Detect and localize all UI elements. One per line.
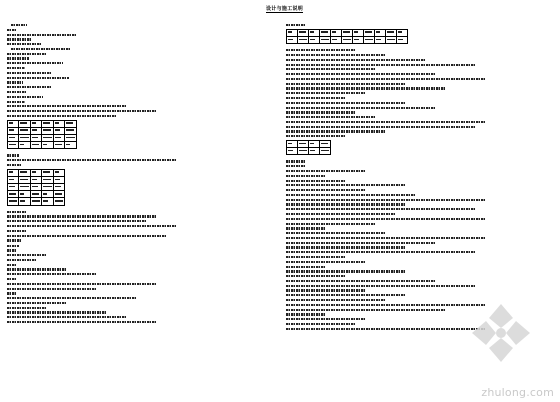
table-cell (309, 29, 320, 36)
table-cell (54, 184, 65, 191)
table-cell (31, 184, 42, 191)
note-line (286, 73, 436, 75)
note-line (7, 110, 157, 112)
note-line (286, 170, 366, 172)
note-line (7, 62, 63, 64)
spec-table (286, 140, 331, 155)
table-cell (54, 198, 65, 205)
table-cell (8, 184, 19, 191)
table-cell (19, 176, 31, 183)
note-line (286, 121, 486, 123)
table-cell (54, 176, 65, 183)
table-cell (353, 29, 364, 36)
table-cell (342, 29, 353, 36)
table-cell (31, 142, 42, 149)
note-line (7, 278, 17, 280)
note-line (286, 64, 476, 66)
note-line (286, 328, 486, 330)
note-line (286, 266, 326, 268)
note-line (286, 116, 376, 118)
note-line (286, 304, 486, 306)
note-line (286, 251, 476, 253)
note-line (286, 289, 366, 291)
note-line (286, 218, 486, 220)
note-line (7, 57, 29, 59)
note-line (7, 159, 177, 161)
table-cell (54, 142, 65, 149)
table-cell (19, 142, 31, 149)
table-cell (19, 120, 31, 127)
note-line (7, 29, 17, 31)
table-cell (42, 142, 54, 149)
table-cell (19, 169, 31, 176)
note-line (286, 232, 386, 234)
note-line (7, 91, 27, 93)
table-cell (298, 29, 309, 36)
note-line (7, 288, 97, 290)
note-line (7, 316, 127, 318)
table-cell (331, 29, 342, 36)
table-cell (287, 36, 298, 43)
table-cell (320, 36, 331, 43)
table-cell (8, 176, 19, 183)
table-cell (54, 127, 65, 134)
spec-table (7, 169, 65, 206)
note-line (7, 115, 117, 117)
note-line (286, 313, 326, 315)
note-line (7, 264, 17, 266)
table-cell (364, 29, 375, 36)
note-line (286, 24, 306, 26)
table-cell (298, 141, 309, 148)
table-cell (31, 169, 42, 176)
left-notes-column (7, 24, 185, 326)
note-line (7, 101, 25, 103)
note-line (7, 38, 31, 40)
table-cell (397, 29, 408, 36)
table-cell (320, 29, 331, 36)
note-line (7, 72, 51, 74)
table-cell (397, 36, 408, 43)
note-line (286, 285, 476, 287)
note-line (7, 245, 19, 247)
note-line (7, 302, 67, 304)
table-cell (320, 148, 331, 155)
note-line (286, 107, 436, 109)
note-line (7, 292, 17, 294)
note-line (286, 208, 476, 210)
note-line (286, 270, 406, 272)
table-cell (8, 169, 19, 176)
note-line (286, 213, 396, 215)
note-line (7, 215, 157, 217)
note-line (7, 225, 177, 227)
table-cell (386, 29, 397, 36)
table-cell (287, 148, 298, 155)
note-line (7, 154, 19, 156)
table-cell (65, 135, 77, 142)
note-line (7, 249, 17, 251)
table-cell (42, 169, 54, 176)
table-cell (309, 36, 320, 43)
note-line (286, 299, 386, 301)
note-line (286, 199, 486, 201)
note-line (7, 43, 41, 45)
table-cell (31, 176, 42, 183)
note-line (286, 160, 306, 162)
table-cell (8, 135, 19, 142)
table-cell (54, 169, 65, 176)
note-line (286, 261, 366, 263)
table-cell (19, 127, 31, 134)
table-cell (298, 148, 309, 155)
note-line (11, 48, 71, 50)
note-line (7, 34, 77, 36)
note-line (7, 273, 97, 275)
note-line (7, 164, 21, 166)
table-cell (31, 120, 42, 127)
note-line (286, 135, 346, 137)
table-cell (8, 142, 19, 149)
note-line (7, 211, 27, 213)
note-line (286, 194, 416, 196)
note-line (286, 126, 476, 128)
table-cell (65, 127, 77, 134)
watermark-logo-icon (466, 298, 536, 368)
table-cell (320, 141, 331, 148)
table-cell (31, 198, 42, 205)
note-line (7, 268, 67, 270)
table-cell (19, 198, 31, 205)
table-cell (42, 176, 54, 183)
table-cell (42, 135, 54, 142)
table-cell (65, 120, 77, 127)
note-line (7, 53, 47, 55)
table-cell (375, 36, 386, 43)
table-cell (353, 36, 364, 43)
note-line (286, 97, 346, 99)
table-cell (42, 198, 54, 205)
table-cell (65, 142, 77, 149)
sheet-title: 设计与施工说明 (266, 6, 304, 12)
right-notes-column (286, 24, 512, 333)
note-line (286, 87, 446, 89)
note-line (7, 220, 147, 222)
table-cell (8, 198, 19, 205)
note-line (286, 68, 376, 70)
table-cell (331, 36, 342, 43)
table-cell (8, 127, 19, 134)
note-line (286, 184, 406, 186)
note-line (7, 307, 47, 309)
note-line (7, 297, 137, 299)
note-line (286, 59, 426, 61)
note-line (286, 309, 446, 311)
note-line (286, 242, 436, 244)
note-line (286, 280, 436, 282)
note-line (7, 67, 25, 69)
table-cell (31, 191, 42, 198)
table-cell (42, 127, 54, 134)
note-line (286, 130, 386, 132)
table-cell (54, 135, 65, 142)
note-line (286, 275, 346, 277)
table-cell (309, 148, 320, 155)
note-line (7, 77, 69, 79)
table-cell (42, 184, 54, 191)
note-line (286, 256, 346, 258)
note-line (7, 239, 21, 241)
table-cell (54, 120, 65, 127)
note-line (286, 203, 406, 205)
note-line (7, 235, 167, 237)
note-line (286, 111, 356, 113)
note-line (286, 180, 346, 182)
table-cell (287, 141, 298, 148)
note-line (286, 237, 486, 239)
note-line (11, 24, 27, 26)
note-line (7, 105, 127, 107)
table-cell (42, 191, 54, 198)
note-line (286, 78, 486, 80)
note-line (7, 259, 37, 261)
note-line (7, 321, 157, 323)
table-cell (386, 36, 397, 43)
table-cell (8, 120, 19, 127)
spec-table (7, 120, 77, 150)
table-cell (19, 184, 31, 191)
note-line (286, 92, 366, 94)
table-cell (31, 135, 42, 142)
table-cell (342, 36, 353, 43)
table-cell (309, 141, 320, 148)
table-cell (54, 191, 65, 198)
note-line (7, 86, 51, 88)
table-cell (8, 191, 19, 198)
table-cell (19, 191, 31, 198)
table-cell (19, 135, 31, 142)
note-line (286, 54, 386, 56)
note-line (7, 283, 157, 285)
note-line (286, 323, 356, 325)
note-line (7, 81, 23, 83)
note-line (286, 223, 376, 225)
note-line (286, 189, 366, 191)
note-line (7, 96, 43, 98)
note-line (286, 49, 356, 51)
table-cell (31, 127, 42, 134)
table-cell (364, 36, 375, 43)
note-line (7, 254, 47, 256)
note-line (286, 318, 366, 320)
note-line (286, 246, 406, 248)
table-cell (375, 29, 386, 36)
note-line (286, 83, 406, 85)
watermark-text: zhulong.com (481, 386, 554, 399)
note-line (286, 294, 406, 296)
note-line (7, 311, 107, 313)
table-cell (298, 36, 309, 43)
note-line (286, 165, 306, 167)
note-line (286, 102, 406, 104)
spec-table (286, 29, 408, 44)
table-cell (42, 120, 54, 127)
note-line (286, 227, 326, 229)
table-cell (287, 29, 298, 36)
note-line (7, 230, 27, 232)
note-line (286, 175, 326, 177)
